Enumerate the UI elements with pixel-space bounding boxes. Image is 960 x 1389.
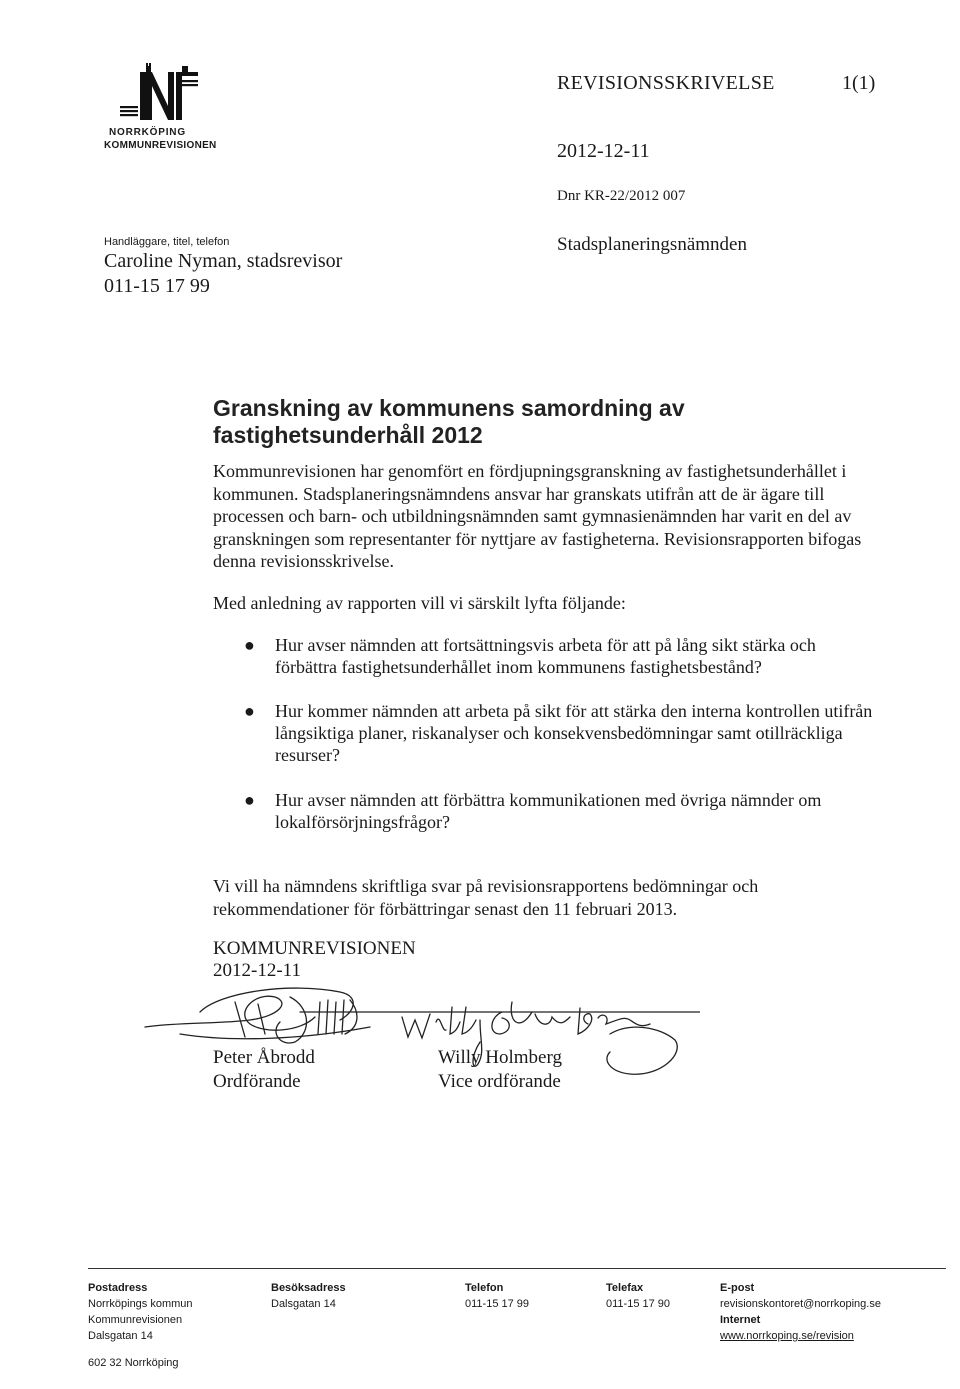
list-item (213, 789, 873, 833)
bullet-icon: ● (244, 701, 255, 721)
lead-in-paragraph: Med anledning av rapporten vill vi särskilt lyfta följande: (213, 593, 626, 613)
signature-date: 2012-12-11 (213, 960, 301, 981)
diary-number: Dnr KR-22/2012 007 (557, 188, 686, 204)
list-item (213, 634, 873, 678)
bullet-icon: ● (244, 790, 255, 810)
email-link[interactable]: revisionskontoret@norrkoping.se (720, 1298, 881, 1310)
footer-contact (720, 1280, 881, 1344)
signer2-name: Willy Holmberg (438, 1047, 562, 1068)
bullet-icon: ● (244, 635, 255, 655)
intro-paragraph: Kommunrevisionen har genomfört en fördjupningsgranskning av fastighetsunderhållet i kommunen. Stadsplaneringsnämndens ansvar har granskats utifrån att de är ägare till processen och barn- och utbildningsnämnden samt gymnasienämnden har varit en del av granskningen som representanter för nyttjare av fastigheterna. Revisionsrapporten bifogas denna revisionsskrivelse. (213, 461, 862, 571)
footer-telefon (465, 1280, 529, 1312)
signer2-role: Vice ordförande (438, 1071, 561, 1092)
footer-label: Internet (720, 1314, 761, 1326)
footer-label: E-post (720, 1282, 755, 1294)
org-department: KOMMUNREVISIONEN (104, 140, 217, 151)
footer-value: Norrköpings kommun (88, 1298, 193, 1310)
footer-value: 011-15 17 99 (465, 1298, 530, 1310)
footer-divider (88, 1268, 946, 1269)
document-date: 2012-12-11 (557, 140, 650, 162)
page-number: 1(1) (842, 72, 876, 94)
footer-zip: 602 32 Norrköping (88, 1357, 179, 1369)
list-item-text: Hur kommer nämnden att arbeta på sikt för att stärka den interna kontrollen utifrån långsiktiga planer, riskanalyser och konsekvensbedömningar samt otillräckliga resurser? (275, 701, 873, 765)
footer-postadress (88, 1280, 193, 1344)
handler-phone: 011-15 17 99 (104, 275, 210, 297)
footer-value: Kommunrevisionen (88, 1314, 183, 1326)
list-item-text: Hur avser nämnden att förbättra kommunikationen med övriga nämnder om lokalförsörjningsfrågor? (275, 790, 822, 832)
footer-value: Dalsgatan 14 (271, 1298, 336, 1310)
org-name: NORRKÖPING (109, 127, 186, 138)
footer-label: Telefon (465, 1282, 504, 1294)
recipient: Stadsplaneringsnämnden (557, 234, 747, 255)
handler-label: Handläggare, titel, telefon (104, 236, 230, 248)
footer-label: Postadress (88, 1282, 148, 1294)
footer-label: Telefax (606, 1282, 644, 1294)
footer-value: Dalsgatan 14 (88, 1330, 153, 1342)
signer1-role: Ordförande (213, 1071, 301, 1092)
footer-label: Besöksadress (271, 1282, 346, 1294)
request-paragraph: Vi vill ha nämndens skriftliga svar på revisionsrapportens bedömningar och rekommendationer för förbättringar senast den 11 februari 2013. (213, 876, 759, 919)
list-item (213, 700, 873, 766)
signature-org: KOMMUNREVISIONEN (213, 938, 416, 959)
list-item-text: Hur avser nämnden att fortsättningsvis arbeta för att på lång sikt stärka och förbättra fastighetsunderhållet inom kommunens fastighetsbestånd? (275, 635, 816, 677)
footer-value: 011-15 17 90 (606, 1298, 671, 1310)
question-list (213, 634, 873, 833)
footer-besoksadress (271, 1280, 346, 1312)
document-type: REVISIONSSKRIVELSE (557, 72, 775, 94)
signer1-name: Peter Åbrodd (213, 1047, 315, 1068)
website-link[interactable]: www.norrkoping.se/revision (720, 1330, 854, 1342)
page-title: Granskning av kommunens samordning av fastighetsunderhåll 2012 (213, 395, 685, 448)
norrkoping-logo-icon (118, 62, 200, 122)
footer-telefax (606, 1280, 670, 1312)
handler-name: Caroline Nyman, stadsrevisor (104, 250, 343, 272)
